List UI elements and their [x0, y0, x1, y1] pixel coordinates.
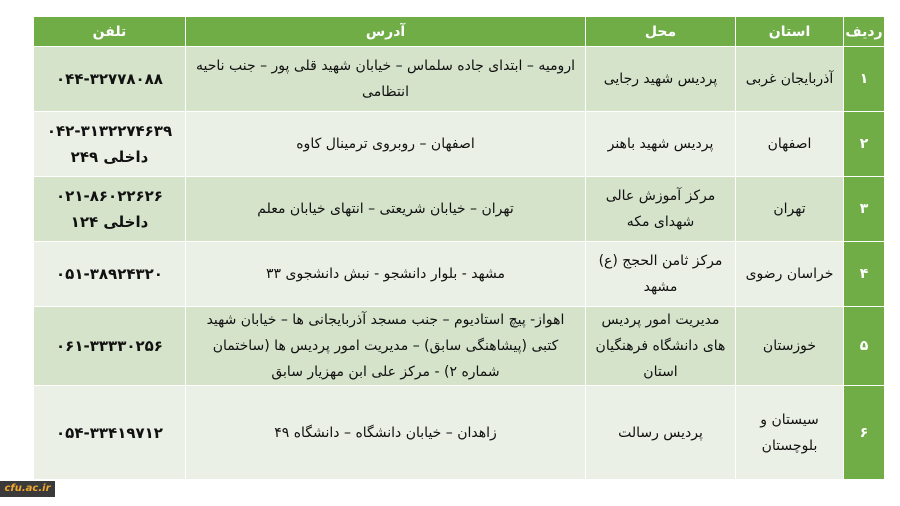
cell-phone — [34, 307, 186, 386]
cell-radif: ۲ — [844, 112, 885, 177]
table-row — [34, 307, 885, 386]
phone-extension: داخلی ۱۲۴ — [70, 213, 149, 231]
cell-address: ارومیه – ابتدای جاده سلماس – خیابان شهید قلی پور – جنب ناحیه انتظامی — [186, 47, 586, 112]
table-row — [34, 242, 885, 307]
header-row — [34, 17, 885, 47]
table-row — [34, 112, 885, 177]
phone-extension: داخلی ۲۴۹ — [70, 148, 149, 166]
cell-radif: ۳ — [844, 177, 885, 242]
cell-mahal: پردیس شهید باهنر — [586, 112, 736, 177]
cell-phone — [34, 177, 186, 242]
cell-ostan: خوزستان — [736, 307, 844, 386]
header-phone: تلفن — [34, 17, 186, 47]
phone-number: ۰۵۱-۳۸۹۲۴۳۲۰ — [56, 265, 163, 283]
campus-table — [33, 16, 885, 480]
header-mahal: محل — [586, 17, 736, 47]
phone-number: ۰۲۱-۸۶۰۲۲۶۲۶ — [56, 187, 163, 205]
cell-address: مشهد - بلوار دانشجو - نبش دانشجوی ۳۳ — [186, 242, 586, 307]
cell-mahal: پردیس شهید رجایی — [586, 47, 736, 112]
phone-number: ۰۵۴-۳۳۴۱۹۷۱۲ — [56, 423, 163, 442]
table-row — [34, 177, 885, 242]
cell-ostan: اصفهان — [736, 112, 844, 177]
cell-address: تهران – خیابان شریعتی – انتهای خیابان معلم — [186, 177, 586, 242]
cell-ostan: سیستان و بلوچستان — [736, 386, 844, 480]
cell-mahal: مرکز آموزش عالی شهدای مکه — [586, 177, 736, 242]
table-row — [34, 47, 885, 112]
cell-phone — [34, 47, 186, 112]
header-address: آدرس — [186, 17, 586, 47]
cell-radif: ۱ — [844, 47, 885, 112]
cell-mahal: مدیریت امور پردیس های دانشگاه فرهنگیان استان — [586, 307, 736, 386]
cell-address: زاهدان – خیابان دانشگاه – دانشگاه ۴۹ — [186, 386, 586, 480]
cell-radif: ۴ — [844, 242, 885, 307]
cell-phone — [34, 386, 186, 480]
cell-address: اصفهان – روبروی ترمینال کاوه — [186, 112, 586, 177]
cell-ostan: تهران — [736, 177, 844, 242]
phone-number: ۰۶۱-۳۳۳۳۰۲۵۶ — [56, 337, 163, 355]
cell-ostan: خراسان رضوی — [736, 242, 844, 307]
cell-address: اهواز- پیچ استادیوم – جنب مسجد آذربایجانی ها – خیابان شهید کتبی (پیشاهنگی سابق) – مدیریت امور پردیس ها (ساختمان شماره ۲) - مرکز علی ابن مهزیار سابق — [186, 307, 586, 386]
cell-radif: ۵ — [844, 307, 885, 386]
cell-phone — [34, 242, 186, 307]
phone-number: ۰۴۲-۳۱۳۲۲۷۴۶۳۹ — [46, 122, 173, 140]
site-logo: cfu.ac.ir — [0, 481, 55, 497]
cell-mahal: مرکز ثامن الحجج (ع) مشهد — [586, 242, 736, 307]
header-ostan: استان — [736, 17, 844, 47]
table-row — [34, 386, 885, 480]
phone-number: ۰۴۴-۳۲۷۷۸۰۸۸ — [56, 70, 163, 88]
cell-phone — [34, 112, 186, 177]
cell-ostan: آذربایجان غربی — [736, 47, 844, 112]
cell-mahal: پردیس رسالت — [586, 386, 736, 480]
cell-radif: ۶ — [844, 386, 885, 480]
header-radif: ردیف — [844, 17, 885, 47]
